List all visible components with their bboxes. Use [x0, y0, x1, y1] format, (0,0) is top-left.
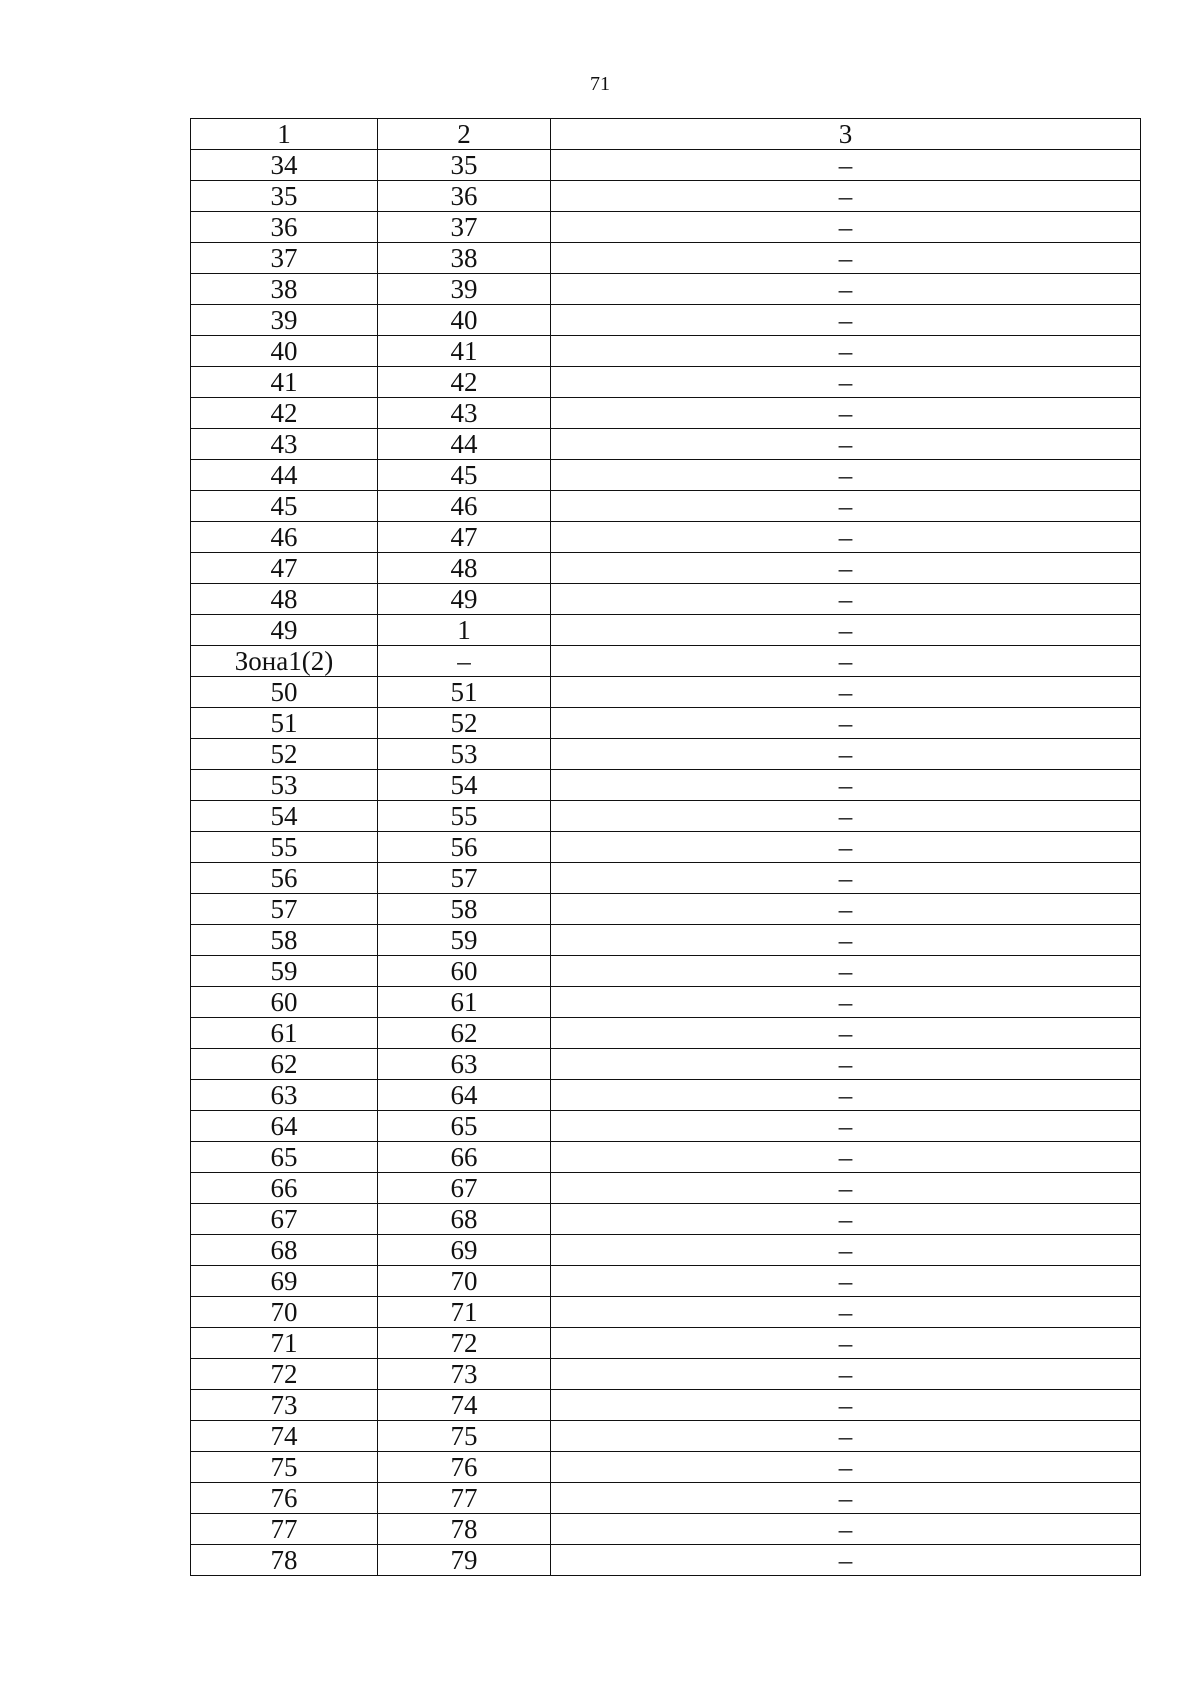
table-cell-col-2: 65 — [378, 1111, 551, 1142]
table-row — [191, 1452, 1141, 1483]
table-cell-col-3: – — [551, 863, 1141, 894]
table-cell-col-1: 59 — [191, 956, 378, 987]
table-cell-col-1: 49 — [191, 615, 378, 646]
table-row — [191, 1111, 1141, 1142]
table-cell-col-1: 40 — [191, 336, 378, 367]
table-row — [191, 1049, 1141, 1080]
table-cell-col-2: 73 — [378, 1359, 551, 1390]
table-cell-col-1: 46 — [191, 522, 378, 553]
table-row — [191, 1359, 1141, 1390]
table-row — [191, 832, 1141, 863]
table-cell-col-2: 39 — [378, 274, 551, 305]
table-row — [191, 150, 1141, 181]
table-cell-col-3: – — [551, 181, 1141, 212]
table-cell-col-2: 48 — [378, 553, 551, 584]
table-row — [191, 522, 1141, 553]
table-cell-col-2: 35 — [378, 150, 551, 181]
table-cell-col-2: – — [378, 646, 551, 677]
page-number: 71 — [590, 73, 610, 95]
table-cell-col-1: 60 — [191, 987, 378, 1018]
table-row — [191, 863, 1141, 894]
table-body — [191, 150, 1141, 1576]
table-cell-col-2: 61 — [378, 987, 551, 1018]
table-cell-col-3: – — [551, 1452, 1141, 1483]
table-cell-col-3: – — [551, 1297, 1141, 1328]
table-cell-col-2: 54 — [378, 770, 551, 801]
table-row — [191, 305, 1141, 336]
table-cell-col-2: 46 — [378, 491, 551, 522]
table-cell-col-2: 66 — [378, 1142, 551, 1173]
table-cell-col-3: – — [551, 770, 1141, 801]
table-cell-col-1: 39 — [191, 305, 378, 336]
table-cell-col-1: 36 — [191, 212, 378, 243]
header-row — [191, 119, 1141, 150]
table-cell-col-3: – — [551, 491, 1141, 522]
table-row — [191, 1421, 1141, 1452]
table-cell-col-1: 58 — [191, 925, 378, 956]
column-header-1: 1 — [191, 119, 378, 150]
table-row — [191, 1173, 1141, 1204]
table-row — [191, 1390, 1141, 1421]
table-cell-col-3: – — [551, 1266, 1141, 1297]
table-cell-col-2: 69 — [378, 1235, 551, 1266]
table-cell-col-3: – — [551, 274, 1141, 305]
table-cell-col-2: 56 — [378, 832, 551, 863]
table-cell-col-1: 72 — [191, 1359, 378, 1390]
table-cell-col-1: 74 — [191, 1421, 378, 1452]
table-cell-col-1: 65 — [191, 1142, 378, 1173]
table-cell-col-2: 75 — [378, 1421, 551, 1452]
table-cell-col-3: – — [551, 336, 1141, 367]
table-cell-col-3: – — [551, 956, 1141, 987]
table-cell-col-3: – — [551, 429, 1141, 460]
table-row — [191, 274, 1141, 305]
table-cell-col-3: – — [551, 801, 1141, 832]
table-cell-col-3: – — [551, 1328, 1141, 1359]
table-cell-col-3: – — [551, 460, 1141, 491]
table-row — [191, 1514, 1141, 1545]
table-cell-col-2: 78 — [378, 1514, 551, 1545]
table-cell-col-1: 78 — [191, 1545, 378, 1576]
table-row — [191, 1266, 1141, 1297]
table-cell-col-3: – — [551, 584, 1141, 615]
table-cell-col-3: – — [551, 1080, 1141, 1111]
table-cell-col-2: 64 — [378, 1080, 551, 1111]
table-cell-col-3: – — [551, 1390, 1141, 1421]
table-cell-col-2: 41 — [378, 336, 551, 367]
table-cell-col-3: – — [551, 832, 1141, 863]
table-row — [191, 1328, 1141, 1359]
table-cell-col-1: 52 — [191, 739, 378, 770]
table-cell-col-3: – — [551, 1142, 1141, 1173]
table-cell-col-2: 59 — [378, 925, 551, 956]
table-cell-col-2: 72 — [378, 1328, 551, 1359]
table-cell-col-2: 60 — [378, 956, 551, 987]
table-row — [191, 646, 1141, 677]
table-cell-col-1: 56 — [191, 863, 378, 894]
table-cell-col-2: 43 — [378, 398, 551, 429]
table-row — [191, 801, 1141, 832]
table-row — [191, 1297, 1141, 1328]
table-cell-col-2: 49 — [378, 584, 551, 615]
table-cell-col-3: – — [551, 243, 1141, 274]
table-cell-col-1: 68 — [191, 1235, 378, 1266]
table-cell-col-2: 70 — [378, 1266, 551, 1297]
table-cell-col-3: – — [551, 398, 1141, 429]
table-cell-col-2: 47 — [378, 522, 551, 553]
table-cell-col-1: 61 — [191, 1018, 378, 1049]
table-row — [191, 181, 1141, 212]
table-cell-col-1: 43 — [191, 429, 378, 460]
table-cell-col-3: – — [551, 150, 1141, 181]
table-cell-col-3: – — [551, 367, 1141, 398]
table-cell-col-1: 76 — [191, 1483, 378, 1514]
table-cell-col-2: 68 — [378, 1204, 551, 1235]
table-cell-col-3: – — [551, 1235, 1141, 1266]
table-cell-col-2: 79 — [378, 1545, 551, 1576]
table-row — [191, 460, 1141, 491]
table-row — [191, 1545, 1141, 1576]
table-cell-col-2: 58 — [378, 894, 551, 925]
table-cell-col-1: 51 — [191, 708, 378, 739]
table-cell-col-2: 42 — [378, 367, 551, 398]
table-row — [191, 615, 1141, 646]
table-row — [191, 739, 1141, 770]
table-cell-col-3: – — [551, 987, 1141, 1018]
table-row — [191, 367, 1141, 398]
table-cell-col-2: 55 — [378, 801, 551, 832]
table-cell-col-3: – — [551, 1483, 1141, 1514]
table-row — [191, 770, 1141, 801]
table-cell-col-2: 44 — [378, 429, 551, 460]
table-cell-col-1: 75 — [191, 1452, 378, 1483]
table-cell-col-3: – — [551, 739, 1141, 770]
table-cell-col-3: – — [551, 1173, 1141, 1204]
table-cell-col-3: – — [551, 522, 1141, 553]
table-row — [191, 584, 1141, 615]
table-cell-col-3: – — [551, 1514, 1141, 1545]
table-cell-col-1: 69 — [191, 1266, 378, 1297]
table-cell-col-2: 63 — [378, 1049, 551, 1080]
table-row — [191, 677, 1141, 708]
table-cell-col-1: 57 — [191, 894, 378, 925]
table-cell-col-1: 41 — [191, 367, 378, 398]
table-cell-col-3: – — [551, 1018, 1141, 1049]
table-cell-col-2: 77 — [378, 1483, 551, 1514]
table-cell-col-1: 67 — [191, 1204, 378, 1235]
table-cell-col-1: 34 — [191, 150, 378, 181]
table-row — [191, 987, 1141, 1018]
table-cell-col-2: 53 — [378, 739, 551, 770]
column-header-3: 3 — [551, 119, 1141, 150]
table-cell-col-3: – — [551, 553, 1141, 584]
table-row — [191, 398, 1141, 429]
table-cell-col-1: Зона1(2) — [191, 646, 378, 677]
table-cell-col-2: 45 — [378, 460, 551, 491]
table-cell-col-3: – — [551, 1545, 1141, 1576]
table-cell-col-2: 37 — [378, 212, 551, 243]
table-cell-col-2: 62 — [378, 1018, 551, 1049]
table-row — [191, 1483, 1141, 1514]
table-cell-col-1: 38 — [191, 274, 378, 305]
table-cell-col-3: – — [551, 925, 1141, 956]
table-row — [191, 243, 1141, 274]
table-cell-col-1: 42 — [191, 398, 378, 429]
table-cell-col-1: 64 — [191, 1111, 378, 1142]
table-cell-col-2: 71 — [378, 1297, 551, 1328]
table-cell-col-1: 77 — [191, 1514, 378, 1545]
table-cell-col-1: 45 — [191, 491, 378, 522]
table-row — [191, 212, 1141, 243]
table-cell-col-2: 38 — [378, 243, 551, 274]
table-row — [191, 429, 1141, 460]
table-cell-col-3: – — [551, 1111, 1141, 1142]
table-cell-col-1: 63 — [191, 1080, 378, 1111]
table-cell-col-3: – — [551, 677, 1141, 708]
table-cell-col-1: 70 — [191, 1297, 378, 1328]
table-row — [191, 894, 1141, 925]
table-cell-col-2: 52 — [378, 708, 551, 739]
table-cell-col-3: – — [551, 1421, 1141, 1452]
column-header-2: 2 — [378, 119, 551, 150]
table-cell-col-1: 48 — [191, 584, 378, 615]
table-cell-col-2: 51 — [378, 677, 551, 708]
table-cell-col-2: 67 — [378, 1173, 551, 1204]
table-cell-col-1: 47 — [191, 553, 378, 584]
table-cell-col-1: 35 — [191, 181, 378, 212]
table-row — [191, 1204, 1141, 1235]
table-cell-col-1: 54 — [191, 801, 378, 832]
table-row — [191, 491, 1141, 522]
table-cell-col-2: 57 — [378, 863, 551, 894]
data-table — [190, 118, 1141, 1576]
table-cell-col-3: – — [551, 646, 1141, 677]
table-header — [191, 119, 1141, 150]
table-cell-col-1: 37 — [191, 243, 378, 274]
table-cell-col-3: – — [551, 305, 1141, 336]
table-cell-col-2: 1 — [378, 615, 551, 646]
table-cell-col-1: 62 — [191, 1049, 378, 1080]
table-cell-col-2: 76 — [378, 1452, 551, 1483]
table-cell-col-1: 53 — [191, 770, 378, 801]
table-cell-col-2: 74 — [378, 1390, 551, 1421]
table-cell-col-1: 66 — [191, 1173, 378, 1204]
table-cell-col-1: 73 — [191, 1390, 378, 1421]
table-cell-col-1: 71 — [191, 1328, 378, 1359]
table-row — [191, 553, 1141, 584]
table-row — [191, 1018, 1141, 1049]
table-row — [191, 925, 1141, 956]
table-cell-col-3: – — [551, 1204, 1141, 1235]
table-cell-col-3: – — [551, 1049, 1141, 1080]
table-cell-col-1: 50 — [191, 677, 378, 708]
table-cell-col-3: – — [551, 615, 1141, 646]
table-row — [191, 1142, 1141, 1173]
table-row — [191, 1080, 1141, 1111]
table-cell-col-1: 44 — [191, 460, 378, 491]
table-cell-col-1: 55 — [191, 832, 378, 863]
table-cell-col-3: – — [551, 708, 1141, 739]
table-row — [191, 708, 1141, 739]
table-row — [191, 336, 1141, 367]
table-row — [191, 956, 1141, 987]
table-row — [191, 1235, 1141, 1266]
table-cell-col-2: 40 — [378, 305, 551, 336]
table-cell-col-3: – — [551, 1359, 1141, 1390]
table-cell-col-3: – — [551, 894, 1141, 925]
table-cell-col-3: – — [551, 212, 1141, 243]
table-cell-col-2: 36 — [378, 181, 551, 212]
